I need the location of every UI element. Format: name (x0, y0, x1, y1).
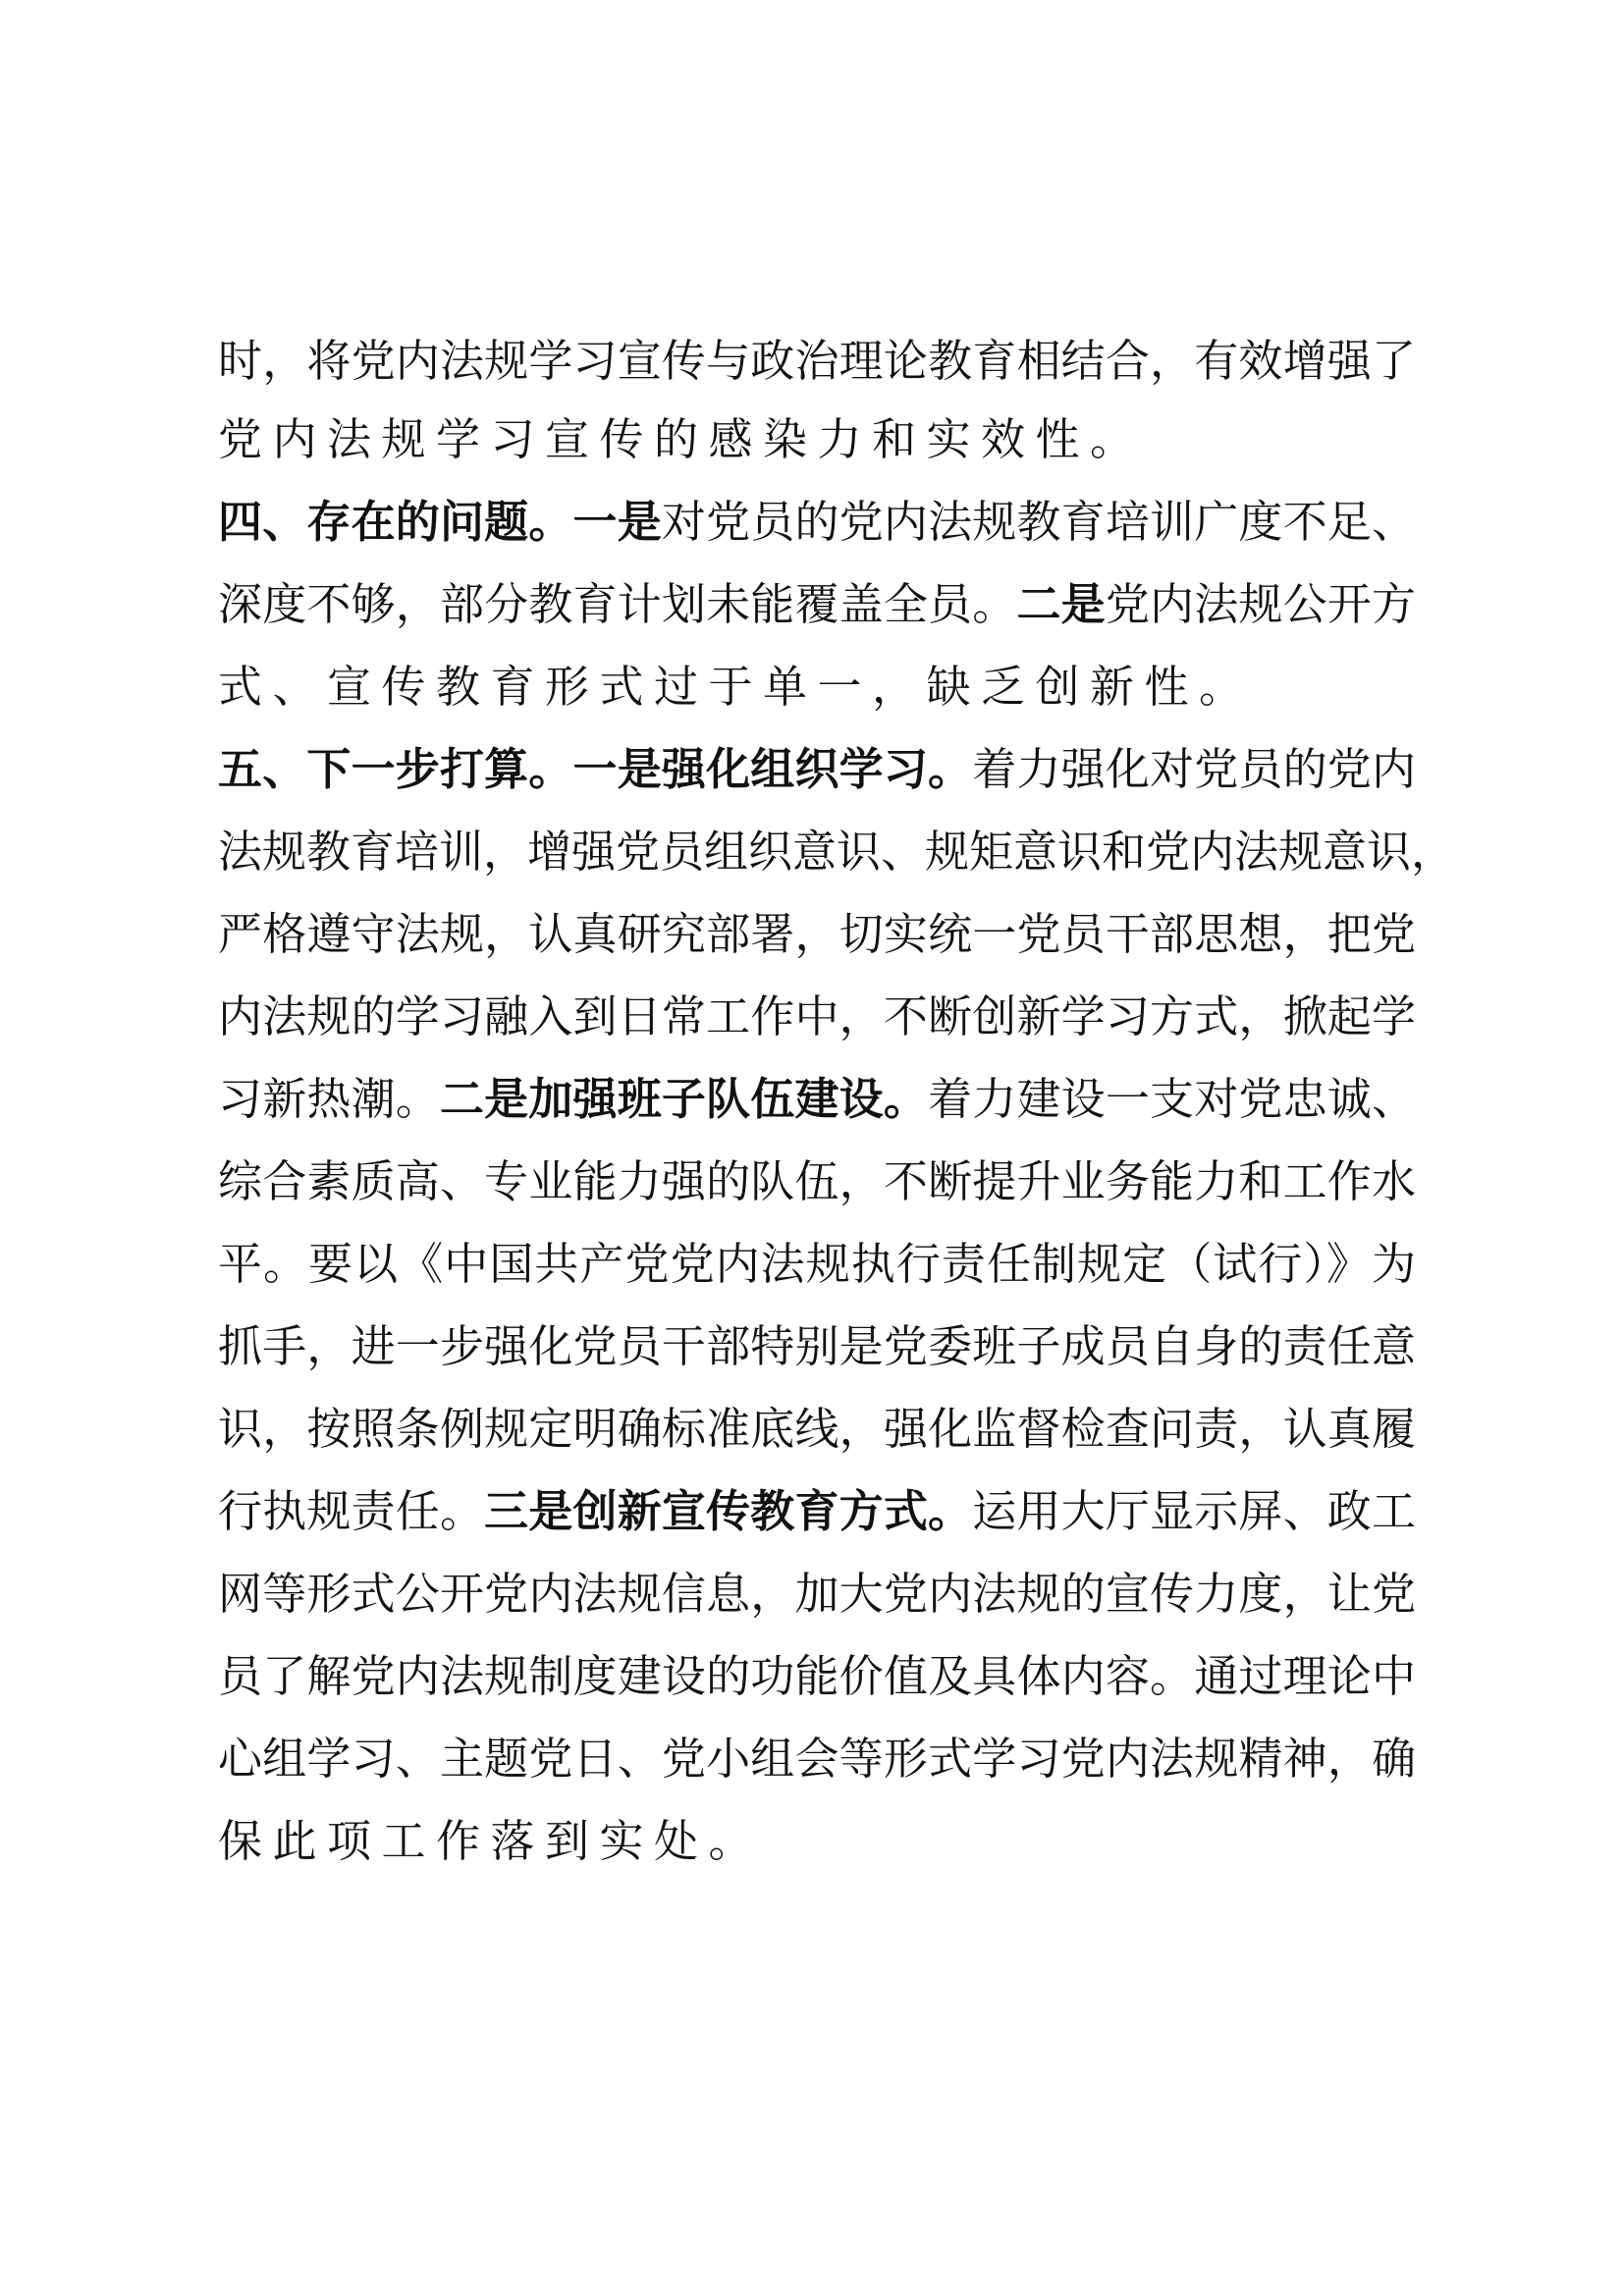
bold-run: 二是加强班子队伍建设。 (439, 1073, 929, 1125)
text-run: 识，按照条例规定明确标准底线，强化监督检查问责，认真履 (218, 1403, 1416, 1455)
text-run: 习新热潮。 (218, 1073, 440, 1125)
text-line (218, 1306, 1416, 1388)
bold-run: 三是创新宣传教育方式。 (484, 1485, 973, 1537)
text-line (218, 1800, 1416, 1883)
text-line (218, 1388, 1416, 1470)
text-line (218, 399, 1416, 481)
text-line (218, 646, 1416, 728)
text-run: 员了解党内法规制度建设的功能价值及具体内容。通过理论中 (218, 1650, 1416, 1702)
text-line (218, 728, 1416, 811)
text-line (218, 811, 1456, 893)
text-run: 网等形式公开党内法规信息，加大党内法规的宣传力度，让党 (218, 1568, 1416, 1620)
text-run: 党内法规学习宣传的感染力和实效性。 (218, 413, 1145, 465)
text-line (218, 563, 1416, 646)
text-line (218, 976, 1416, 1058)
text-run: 党内法规公开方 (1105, 578, 1416, 630)
text-line (218, 481, 1416, 563)
text-run: 深度不够，部分教育计划未能覆盖全员。 (218, 578, 1017, 630)
text-run: 式、宣传教育形式过于单一，缺乏创新性。 (218, 661, 1254, 713)
text-run: 对党员的党内法规教育培训广度不足、 (661, 496, 1416, 548)
text-run: 行执规责任。 (218, 1485, 485, 1537)
text-run: 抓手，进一步强化党员干部特别是党委班子成员自身的责任意 (218, 1320, 1416, 1372)
text-line (218, 1635, 1416, 1718)
text-line (218, 893, 1416, 976)
text-run: 内法规的学习融入到日常工作中，不断创新学习方式，掀起学 (218, 990, 1416, 1042)
text-run: 法规教育培训，增强党员组织意识、规矩意识和党内法规意识， (218, 826, 1456, 878)
text-run: 着力建设一支对党忠诚、 (928, 1073, 1416, 1125)
text-run: 保此项工作落到实处。 (218, 1815, 764, 1867)
text-run: 平。要以《中国共产党党内法规执行责任制规定（试行）》为 (218, 1238, 1416, 1290)
text-line (218, 1553, 1416, 1635)
text-line (218, 1470, 1416, 1553)
text-run: 着力强化对党员的党内 (972, 743, 1416, 795)
text-run: 心组学习、主题党日、党小组会等形式学习党内法规精神，确 (218, 1733, 1416, 1785)
text-run: 严格遵守法规，认真研究部署，切实统一党员干部思想，把党 (218, 908, 1416, 960)
text-line (218, 1141, 1416, 1223)
section-heading: 四、存在的问题。一是 (218, 496, 662, 548)
text-line (218, 1223, 1416, 1306)
text-run: 运用大厅显示屏、政工 (972, 1485, 1416, 1537)
text-run: 时，将党内法规学习宣传与政治理论教育相结合，有效增强了 (218, 335, 1416, 387)
section-heading: 五、下一步打算。一是强化组织学习。 (218, 743, 973, 795)
bold-run: 二是 (1016, 578, 1106, 630)
text-line (218, 1058, 1416, 1141)
text-line (218, 1718, 1416, 1800)
text-run: 综合素质高、专业能力强的队伍，不断提升业务能力和工作水 (218, 1155, 1416, 1207)
text-line (218, 320, 1416, 402)
